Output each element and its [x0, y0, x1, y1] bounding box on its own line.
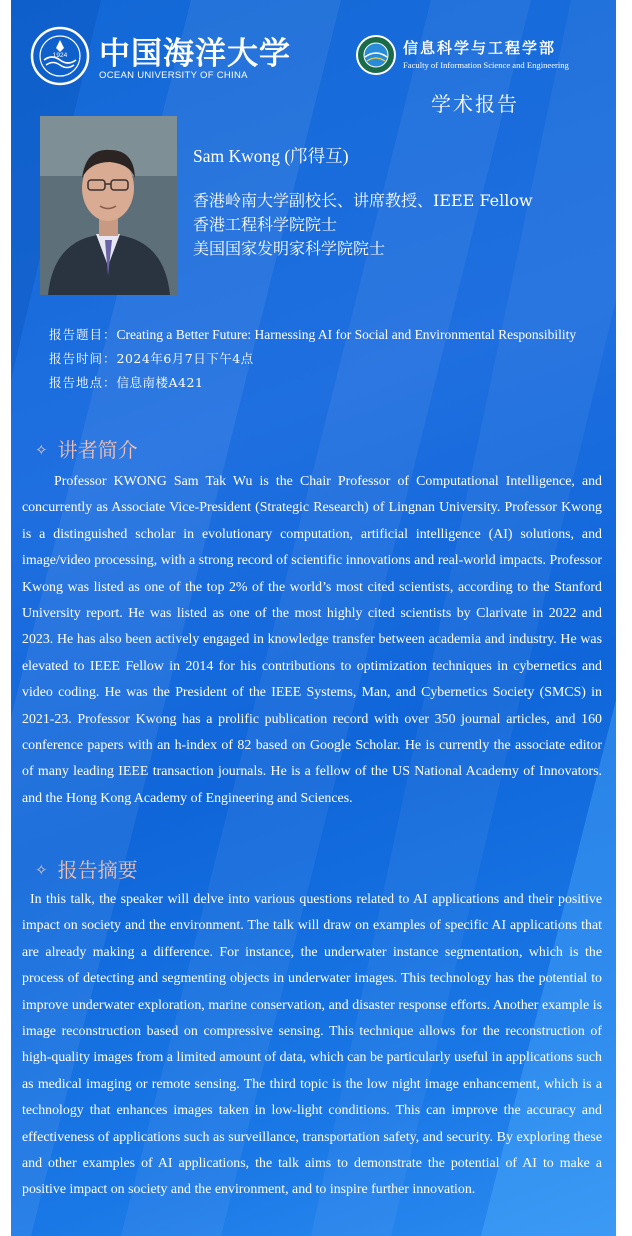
sparkle-icon: ✧: [35, 861, 48, 879]
speaker-titles: [193, 189, 533, 261]
sparkle-icon: ✧: [35, 441, 48, 459]
speaker-title: 香港工程科学院院士: [193, 215, 338, 234]
faculty-name-en: Faculty of Information Science and Engineering: [403, 60, 569, 70]
abstract-heading-text: 报告摘要: [57, 858, 138, 882]
talk-location-value: 信息南楼A421: [116, 375, 204, 390]
speaker-name: Sam Kwong (邝得互): [193, 146, 349, 166]
talk-time-row: [49, 348, 599, 369]
faculty-name-cn: 信息科学与工程学部: [403, 39, 557, 57]
university-name-en: OCEAN UNIVERSITY OF CHINA: [99, 70, 248, 81]
talk-location-row: [49, 372, 599, 393]
talk-info: [49, 324, 599, 396]
faculty-logo-icon: [355, 34, 397, 76]
bio-paragraph: Professor KWONG Sam Tak Wu is the Chair Professor of Computational Intelligence, and concurrently as Associate Vice-President (Strategic Research) of Lingnan University. Professor Kwong is a distinguished scholar in evolutionary computation, artificial intelligence (AI) solutions, and image/video processing, with a strong record of scientific innovations and real-world impacts. Professor Kwong was listed as one of the top 2% of the world’s most cited scientists, according to the Stanford University report. He was listed as one of the most highly cited scientists by Clarivate in 2022 and 2023. He has also been actively engaged in knowledge transfer between academia and industry. He was elevated to IEEE Fellow in 2014 for his contributions to optimization techniques in cybernetics and video coding. He was the President of the IEEE Systems, Man, and Cybernetics Society (SMCS) in 2021-23. Professor Kwong has a prolific publication record with over 350 journal articles, and 160 conference papers with an h-index of 82 based on Google Scholar. He is currently the associate editor of many leading IEEE transaction journals. He is a fellow of the US National Academy of Innovators. and the Hong Kong Academy of Engineering and Sciences.: [22, 474, 602, 806]
talk-location-label: 报告地点：: [49, 375, 117, 390]
talk-topic-label: 报告题目：: [49, 327, 117, 342]
speaker-title: 香港岭南大学副校长、讲席教授、IEEE Fellow: [193, 191, 533, 210]
speaker-portrait-icon: [40, 116, 177, 295]
abstract-paragraph: In this talk, the speaker will delve into various questions related to AI applications and their positive impact on society and the environment. The talk will draw on examples of specific AI applications that are already making a difference. For instance, the underwater instance segmentation, which is the process of detecting and segmenting objects in underwater images. This technology has the potential to improve underwater exploration, marine conservation, and disaster response efforts. Another example is image reconstruction based on compressive sensing. This technique allows for the reconstruction of high-quality images from a limited amount of data, which can be particularly useful in applications such as medical imaging or remote sensing. The third topic is the low night image enhancement, which is a technology that enhances images taken in low-light conditions. This can improve the accuracy and effectiveness of applications such as surveillance, transportation safety, and security. By exploring these and other examples of AI applications, the talk aims to demonstrate the potential of AI to make a positive impact on society and the environment, and to inspire further innovation.: [22, 892, 602, 1198]
talk-topic-value: Creating a Better Future: Harnessing AI for Social and Environmental Responsibility: [116, 327, 577, 342]
university-seal-icon: [30, 26, 90, 86]
speaker-title: 美国国家发明家科学院院士: [193, 239, 386, 258]
report-title: 学术报告: [431, 92, 519, 116]
abstract-heading: [35, 854, 138, 883]
poster: [11, 0, 616, 1236]
seal-year: 1924: [52, 52, 68, 59]
bio-heading-text: 讲者简介: [57, 438, 138, 462]
bio-heading: [35, 434, 138, 463]
university-name-cn: 中国海洋大学: [99, 36, 291, 72]
talk-topic-row: [49, 324, 599, 345]
speaker-photo: [40, 116, 177, 295]
talk-time-value: 2024年6月7日下午4点: [116, 351, 254, 366]
talk-time-label: 报告时间：: [49, 351, 117, 366]
